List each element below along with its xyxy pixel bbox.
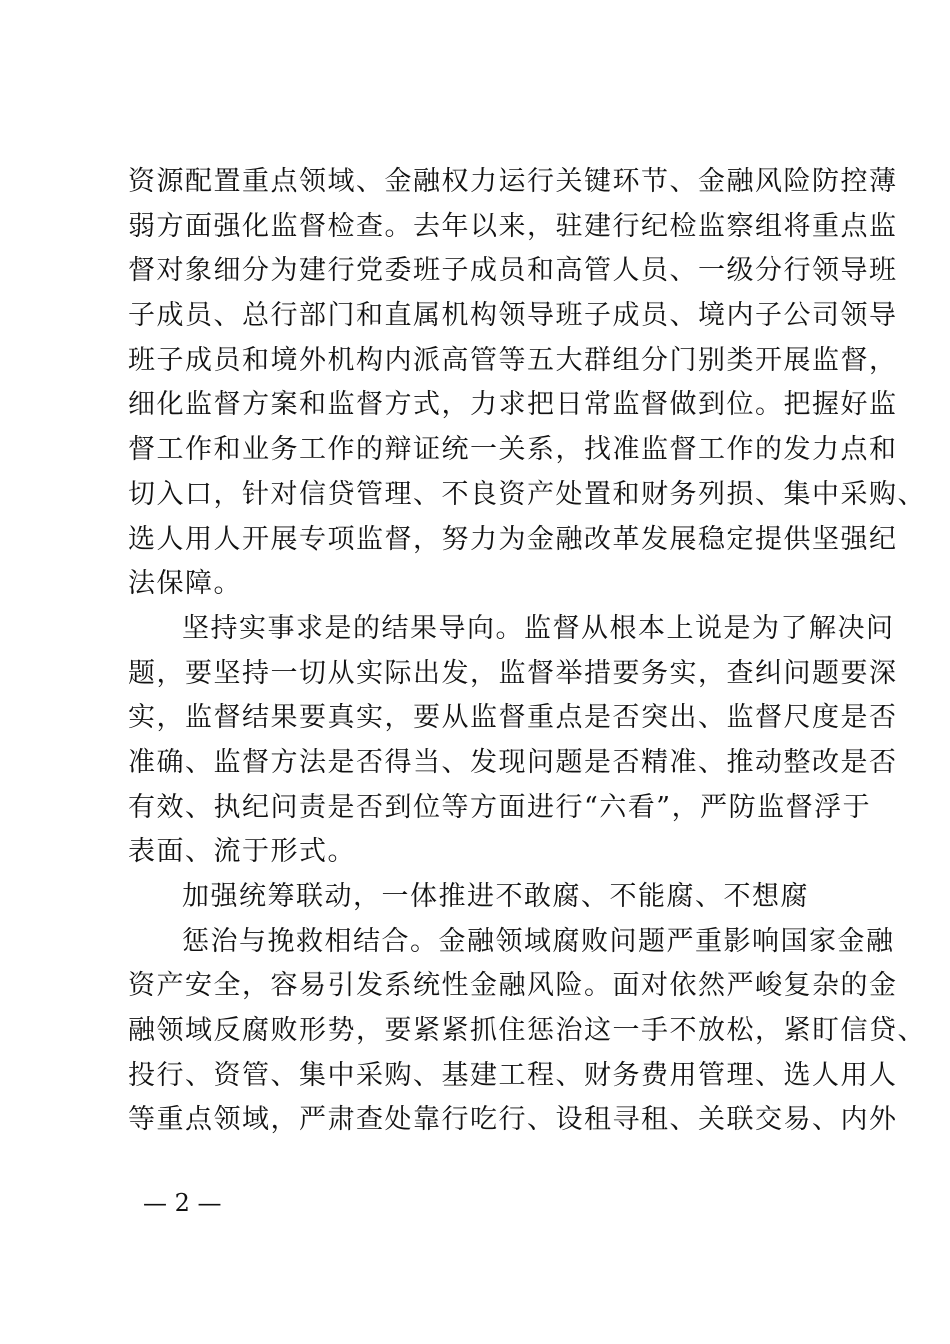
body-text <box>128 160 926 1143</box>
text-line: 实，监督结果要真实，要从监督重点是否突出、监督尺度是否 <box>128 702 898 734</box>
text-line: 督对象细分为建行党委班子成员和高管人员、一级分行领导班 <box>128 255 898 287</box>
text-line: 有效、执纪问责是否到位等方面进行“六看”，严防监督浮于 <box>128 791 872 823</box>
text-line: 投行、资管、集中采购、基建工程、财务费用管理、选人用人 <box>128 1059 898 1091</box>
text-line: 资产安全，容易引发系统性金融风险。面对依然严峻复杂的金 <box>128 970 898 1002</box>
text-line: 资源配置重点领域、金融权力运行关键环节、金融风险防控薄 <box>128 166 898 197</box>
text-line: 子成员、总行部门和直属机构领导班子成员、境内子公司领导 <box>128 300 898 332</box>
text-line: 弱方面强化监督检查。去年以来，驻建行纪检监察组将重点监 <box>128 210 898 242</box>
section-heading: 加强统筹联动，一体推进不敢腐、不能腐、不想腐 <box>182 881 809 912</box>
text-line: 细化监督方案和监督方式，力求把日常监督做到位。把握好监 <box>128 389 898 421</box>
text-line: 班子成员和境外机构内派高管等五大群组分门别类开展监督， <box>128 344 898 376</box>
paragraph-start: 坚持实事求是的结果导向。监督从根本上说是为了解决问 <box>182 612 895 644</box>
text-line: 题，要坚持一切从实际出发，监督举措要务实，查纠问题要深 <box>128 657 898 689</box>
text-line: 融领域反腐败形势，要紧紧抓住惩治这一手不放松，紧盯信贷、 <box>128 1015 926 1047</box>
text-line: 选人用人开展专项监督，努力为金融改革发展稳定提供坚强纪 <box>128 523 898 555</box>
text-line: 等重点领域，严肃查处靠行吃行、设租寻租、关联交易、内外 <box>128 1104 898 1136</box>
text-line: 准确、监督方法是否得当、发现问题是否精准、推动整改是否 <box>128 746 898 778</box>
text-line: 表面、流于形式。 <box>128 836 356 868</box>
paragraph-start: 惩治与挽救相结合。金融领域腐败问题严重影响国家金融 <box>182 925 895 957</box>
text-line: 法保障。 <box>128 568 242 600</box>
text-line: 督工作和业务工作的辩证统一关系，找准监督工作的发力点和 <box>128 434 898 466</box>
page-number: — 2 — <box>143 1189 222 1217</box>
text-line: 切入口，针对信贷管理、不良资产处置和财务列损、集中采购、 <box>128 478 926 510</box>
